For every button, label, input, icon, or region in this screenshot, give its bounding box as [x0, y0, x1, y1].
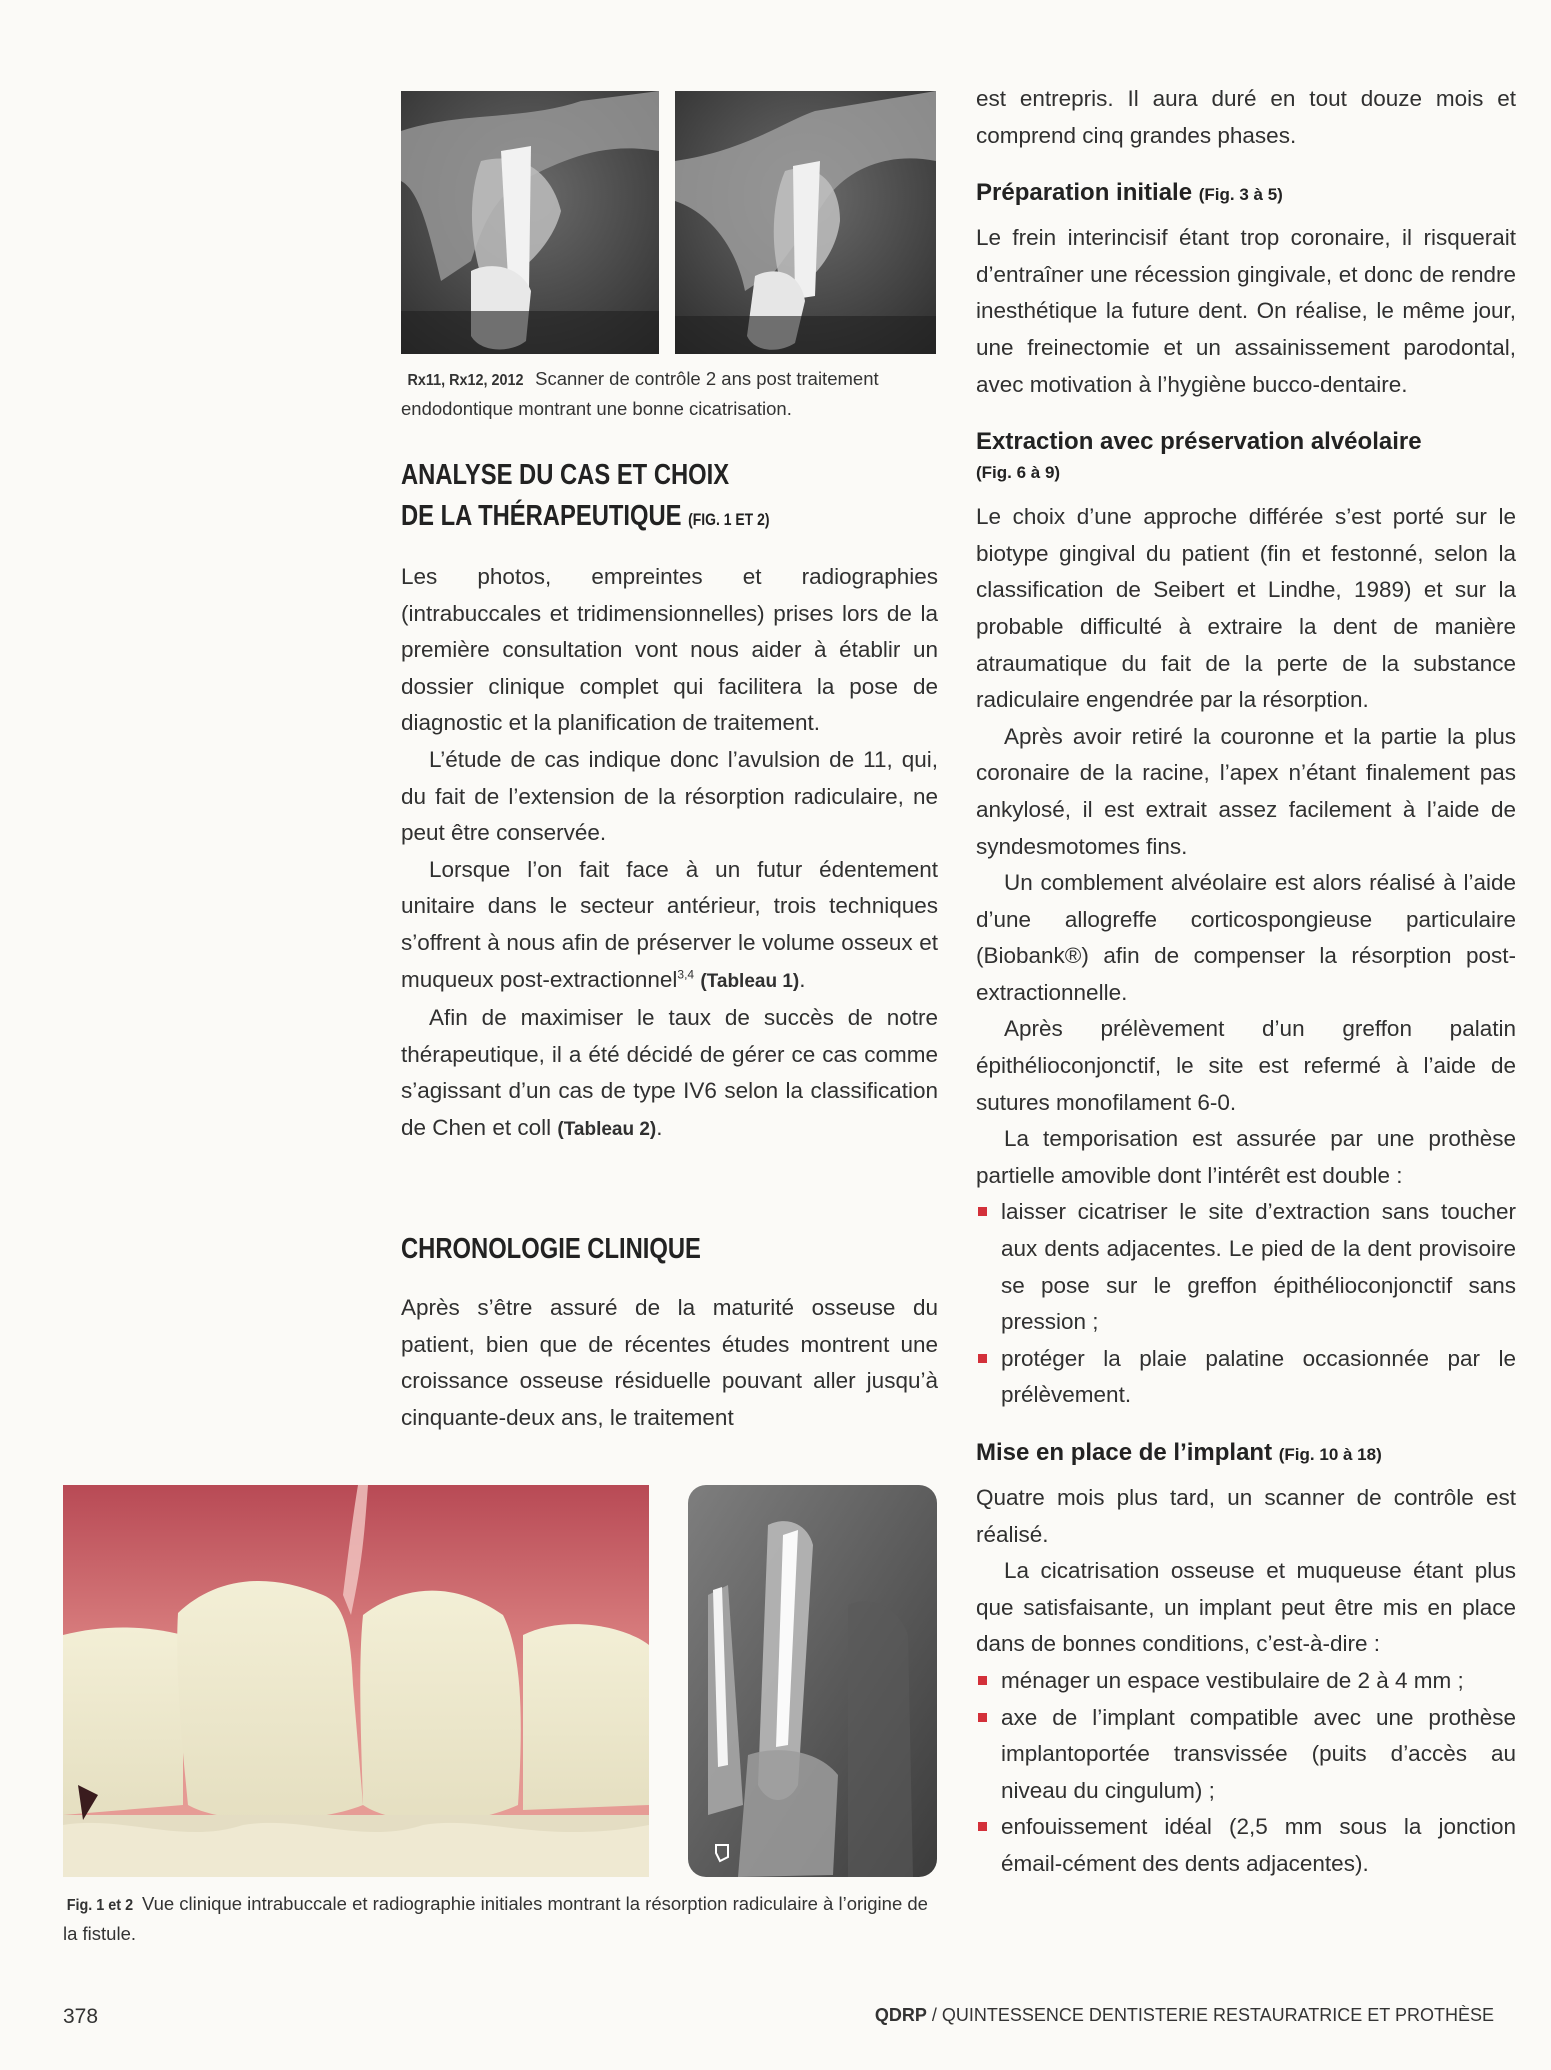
ct-scan-image-1 [401, 91, 659, 354]
list-item-text: ménager un espace vestibulaire de 2 à 4 mm ; [1001, 1667, 1464, 1693]
implant-bullet-list [976, 1663, 1516, 1883]
list-item [976, 1341, 1516, 1414]
prep-paragraph: Le frein interincisif étant trop coronaire, il risquerait d’entraîner une récession gingivale, et donc de rendre inesthétique la future dent. On réalise, le même jour, une freinectomie et un assainissement parodontal, avec motivation à l’hygiène bucco-dentaire. [976, 225, 1516, 397]
analysis-paragraph-1: Les photos, empreintes et radiographies (intrabuccales et tridimensionnelles) prises lors de la première consultation vont nous aider à établir un dossier clinique complet qui facilitera la pose de diagnostic et la planification de traitement. [401, 564, 938, 736]
bottom-figure-caption-label: Fig. 1 et 2 [66, 1897, 134, 1914]
right-column [976, 81, 1516, 1883]
chronology-body [401, 1290, 938, 1436]
prep-heading [976, 176, 1516, 212]
list-item [976, 1809, 1516, 1882]
tableau-1-ref: (Tableau 1) [700, 970, 800, 992]
tableau-2-ref: (Tableau 2) [557, 1118, 657, 1140]
analysis-paragraph-4: Afin de maximiser le taux de succès de notre thérapeutique, il a été décidé de gérer ce cas comme s’agissant d’un cas de type IV6 selon la classification de Chen et coll (Tableau 2). [401, 1005, 938, 1140]
bottom-figure-caption-text: Vue clinique intrabuccale et radiographie initiales montrant la résorption radiculaire à l’origine de la fistule. [63, 1893, 928, 1944]
journal-name: / QUINTESSENCE DENTISTERIE RESTAURATRICE ET PROTHÈSE [926, 2005, 1494, 2025]
implant-heading [976, 1436, 1516, 1472]
analysis-title-text: DE LA THÉRAPEUTIQUE [401, 500, 682, 532]
radiograph-image [688, 1485, 937, 1877]
extraction-paragraph-5: La temporisation est assurée par une prothèse partielle amovible dont l’intérêt est double : [976, 1126, 1516, 1188]
top-figure-caption-label: Rx11, Rx12, 2012 [407, 372, 524, 389]
analysis-paragraph-3-text: Lorsque l’on fait face à un futur édentement unitaire dans le secteur antérieur, trois techniques s’offrent à nous afin de préserver le volume osseux et muqueux post-extractionnel [401, 856, 938, 992]
top-figure-caption-text: Scanner de contrôle 2 ans post traitement endodontique montrant une bonne cicatrisation. [401, 368, 879, 419]
implant-heading-text: Mise en place de l’implant [976, 1439, 1273, 1466]
list-item [976, 1663, 1516, 1700]
bullet-icon [978, 1354, 987, 1363]
extraction-paragraph-4: Après prélèvement d’un greffon palatin épithélioconjonctif, le site est refermé à l’aide de sutures monofilament 6-0. [976, 1016, 1516, 1115]
list-item-text: enfouissement idéal (2,5 mm sous la jonction émail-cément des dents adjacentes). [1001, 1814, 1516, 1876]
list-item [976, 1700, 1516, 1810]
prep-heading-ref: (Fig. 3 à 5) [1198, 185, 1283, 205]
list-item-text: laisser cicatriser le site d’extraction sans toucher aux dents adjacentes. Le pied de la dent provisoire se pose sur le greffon épithélioconjonctif sans pression ; [1001, 1199, 1516, 1335]
analysis-paragraph-2: L’étude de cas indique donc l’avulsion de 11, qui, du fait de l’extension de la résorption radiculaire, ne peut être conservée. [401, 746, 938, 846]
analysis-title-line1: ANALYSE DU CAS ET CHOIX [401, 459, 730, 491]
extraction-heading: Extraction avec préservation alvéolaire [976, 428, 1422, 456]
page-number: 378 [63, 2005, 99, 2028]
analysis-section-title [401, 455, 941, 540]
implant-paragraph-1: Quatre mois plus tard, un scanner de contrôle est réalisé. [976, 1485, 1516, 1547]
list-item-text: protéger la plaie palatine occasionnée par le prélèvement. [1001, 1345, 1516, 1408]
journal-footer [875, 2005, 1494, 2026]
analysis-body [401, 559, 938, 1149]
prep-heading-text: Préparation initiale [976, 179, 1193, 207]
top-figure-caption [401, 365, 941, 423]
extraction-paragraph-1: Le choix d’une approche différée s’est porté sur le biotype gingival du patient (fin et festonné, selon la classification de Seibert et Lindhe, 1989) et sur la probable difficulté à extraire la dent de manière atraumatique du fait de la perte de la substance radiculaire engendrée par la résorption. [976, 504, 1516, 713]
analysis-title-line2 [401, 496, 844, 540]
extraction-paragraph-2: Après avoir retiré la couronne et la partie la plus coronaire de la racine, l’apex n’étant finalement pas ankylosé, il est extrait assez facilement à l’aide de syndesmotomes fins. [976, 723, 1516, 859]
chronology-paragraph-1: Après s’être assuré de la maturité osseuse du patient, bien que de récentes études montrent une croissance osseuse résiduelle pouvant aller jusqu’à cinquante-deux ans, le traitement [401, 1295, 938, 1430]
analysis-paragraph-3-sup: 3,4 [677, 967, 695, 982]
analysis-paragraph-3: Lorsque l’on fait face à un futur édentement unitaire dans le secteur antérieur, trois techniques s’offrent à nous afin de préserver le volume osseux et muqueux post-extractionnel$^{3,4}$ (Tableau 1). [401, 856, 938, 992]
bullet-icon [978, 1676, 987, 1685]
clinical-photo [63, 1485, 649, 1877]
extraction-heading-ref [976, 459, 1516, 485]
extraction-bullet-list [976, 1194, 1516, 1414]
bottom-figure-caption [63, 1890, 943, 1948]
continuation-paragraph: est entrepris. Il aura duré en tout douze mois et comprend cinq grandes phases. [976, 86, 1516, 148]
bullet-icon [978, 1822, 987, 1831]
implant-paragraph-2: La cicatrisation osseuse et muqueuse étant plus que satisfaisante, un implant peut être mis en place dans de bonnes conditions, c’est-à-dire : [976, 1558, 1516, 1657]
extraction-ref-text: (Fig. 6 à 9) [976, 463, 1061, 483]
extraction-paragraph-3: Un comblement alvéolaire est alors réalisé à l’aide d’une allogreffe corticospongieuse particulaire (Biobank®) afin de compenser la résorption post-extractionnelle. [976, 870, 1516, 1005]
ct-scan-image-2 [675, 91, 936, 354]
analysis-title-ref: (FIG. 1 ET 2) [688, 510, 770, 529]
analysis-paragraph-4-text: Afin de maximiser le taux de succès de notre thérapeutique, il a été décidé de gérer ce cas comme s’agissant d’un cas de type IV6 selon la classification de Chen et coll [401, 1005, 938, 1140]
chronology-title: CHRONOLOGIE CLINIQUE [401, 1233, 701, 1265]
bullet-icon [978, 1713, 987, 1722]
list-item-text: axe de l’implant compatible avec une prothèse implantoportée transvissée (puits d’accès au niveau du cingulum) ; [1001, 1704, 1516, 1803]
bullet-icon [978, 1207, 987, 1216]
implant-heading-ref: (Fig. 10 à 18) [1278, 1445, 1382, 1464]
list-item [976, 1194, 1516, 1340]
journal-abbr: QDRP [874, 2005, 927, 2025]
